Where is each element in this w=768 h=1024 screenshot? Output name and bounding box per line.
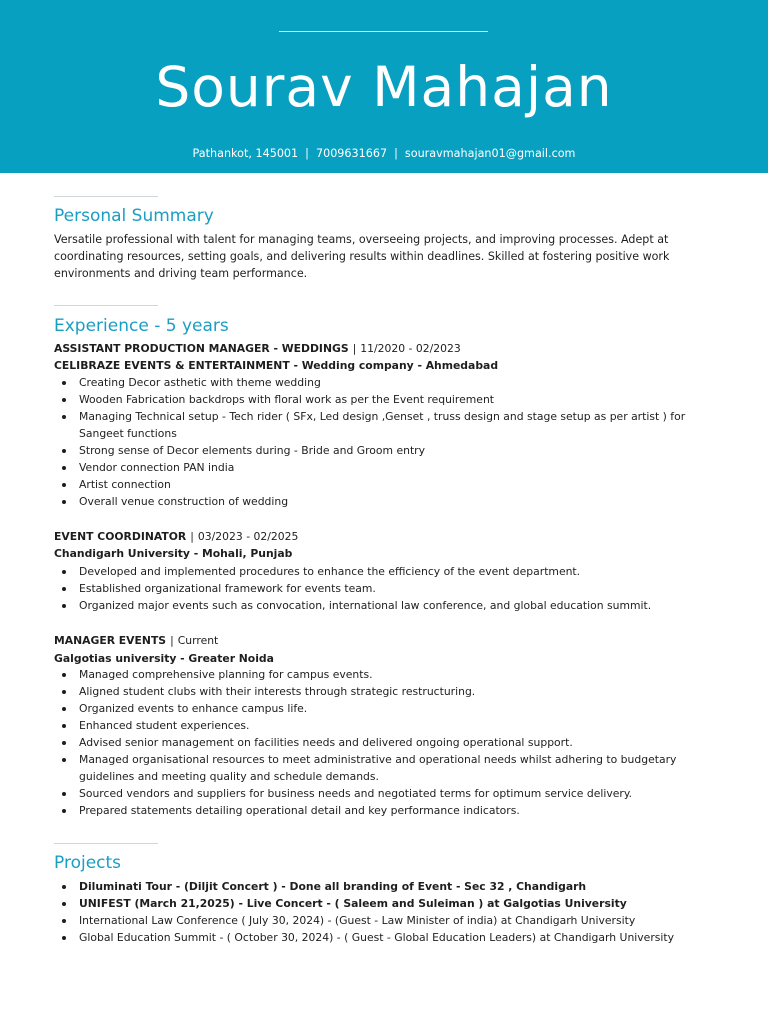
list-item: UNIFEST (March 21,2025) - Live Concert - ( Saleem and Suleiman ) at Galgotias University <box>54 895 714 912</box>
bullet-icon <box>62 398 66 402</box>
list-item: Managed organisational resources to meet administrative and operational needs whilst adhering to budgetary guidelines and meeting quality and schedule demands. <box>54 751 714 785</box>
bullet-icon <box>62 885 66 889</box>
bullet-icon <box>62 673 66 677</box>
bullet-icon <box>62 483 66 487</box>
list-item: Managed comprehensive planning for campus events. <box>54 666 714 683</box>
list-item: Vendor connection PAN india <box>54 459 714 476</box>
job-title-line <box>54 528 298 545</box>
bullet-icon <box>62 449 66 453</box>
bullet-icon <box>62 724 66 728</box>
list-item: Organized major events such as convocation, international law conference, and global education summit. <box>54 597 714 614</box>
contact-line <box>0 146 768 162</box>
experience-heading: Experience - 5 years <box>54 316 229 336</box>
projects-heading: Projects <box>54 853 122 873</box>
section-divider <box>54 196 158 197</box>
list-item: Developed and implemented procedures to enhance the efficiency of the event department. <box>54 563 714 580</box>
header-divider <box>279 31 488 32</box>
list-item: International Law Conference ( July 30, 2024) - (Guest - Law Minister of india) at Chandigarh University <box>54 912 714 929</box>
summary-heading: Personal Summary <box>54 206 214 226</box>
bullet-icon <box>62 500 66 504</box>
list-item: Wooden Fabrication backdrops with floral work as per the Event requirement <box>54 391 714 408</box>
job-dates: Current <box>177 634 219 647</box>
list-item: Sourced vendors and suppliers for business needs and negotiated terms for optimum service delivery. <box>54 785 714 802</box>
list-item: Prepared statements detailing operational detail and key performance indicators. <box>54 802 714 819</box>
bullet-icon <box>62 936 66 940</box>
bullet-icon <box>62 415 66 419</box>
job-separator: | <box>170 634 174 647</box>
bullet-icon <box>62 707 66 711</box>
summary-text: Versatile professional with talent for managing teams, overseeing projects, and improving processes. Adept at coordinating resources, setting goals, and delivering results within deadlines. Skilled at fostering positive work environments and driving team performance. <box>54 233 670 280</box>
contact-email[interactable]: souravmahajan01@gmail.com <box>404 147 576 160</box>
job-bullets <box>54 374 714 510</box>
job-bullets <box>54 666 714 819</box>
job-role: ASSISTANT PRODUCTION MANAGER - WEDDINGS <box>54 342 349 355</box>
bullet-icon <box>62 604 66 608</box>
bullet-icon <box>62 741 66 745</box>
section-divider <box>54 843 158 844</box>
bullet-icon <box>62 690 66 694</box>
list-item: Organized events to enhance campus life. <box>54 700 714 717</box>
list-item: Global Education Summit - ( October 30, 2024) - ( Guest - Global Education Leaders) at Chandigarh University <box>54 929 714 946</box>
bullet-icon <box>62 570 66 574</box>
bullet-icon <box>62 381 66 385</box>
bullet-icon <box>62 587 66 591</box>
job-dates: 03/2023 - 02/2025 <box>197 530 299 543</box>
list-item: Diluminati Tour - (Diljit Concert ) - Done all branding of Event - Sec 32 , Chandigarh <box>54 878 714 895</box>
bullet-icon <box>62 919 66 923</box>
bullet-icon <box>62 758 66 762</box>
job-separator: | <box>190 530 194 543</box>
list-item: Managing Technical setup - Tech rider ( SFx, Led design ,Genset , truss design and stage setup as per artist ) for Sangeet functions <box>54 408 714 442</box>
list-item: Creating Decor asthetic with theme wedding <box>54 374 714 391</box>
job-title-line <box>54 632 218 649</box>
bullet-icon <box>62 466 66 470</box>
bullet-icon <box>62 809 66 813</box>
job-company: CELIBRAZE EVENTS & ENTERTAINMENT - Wedding company - Ahmedabad <box>54 359 499 372</box>
job-company: Galgotias university - Greater Noida <box>54 652 274 665</box>
list-item: Established organizational framework for events team. <box>54 580 714 597</box>
job-company: Chandigarh University - Mohali, Punjab <box>54 547 293 560</box>
job-role: MANAGER EVENTS <box>54 634 167 647</box>
contact-phone: 7009631667 <box>315 147 388 160</box>
job-bullets <box>54 563 714 614</box>
contact-location: Pathankot, 145001 <box>192 147 299 160</box>
list-item: Strong sense of Decor elements during - Bride and Groom entry <box>54 442 714 459</box>
list-item: Overall venue construction of wedding <box>54 493 714 510</box>
list-item: Advised senior management on facilities needs and delivered ongoing operational support. <box>54 734 714 751</box>
list-item: Artist connection <box>54 476 714 493</box>
job-separator: | <box>352 342 357 355</box>
list-item: Enhanced student experiences. <box>54 717 714 734</box>
bullet-icon <box>62 902 66 906</box>
job-role: EVENT COORDINATOR <box>54 530 187 543</box>
candidate-name: Sourav Mahajan <box>155 55 613 119</box>
section-divider <box>54 305 158 306</box>
job-title-line <box>54 340 461 357</box>
contact-separator: | <box>305 147 309 160</box>
project-bullets <box>54 878 714 946</box>
contact-separator: | <box>394 147 398 160</box>
job-dates: 11/2020 - 02/2023 <box>360 342 461 355</box>
bullet-icon <box>62 792 66 796</box>
resume-header <box>0 0 768 173</box>
list-item: Aligned student clubs with their interests through strategic restructuring. <box>54 683 714 700</box>
